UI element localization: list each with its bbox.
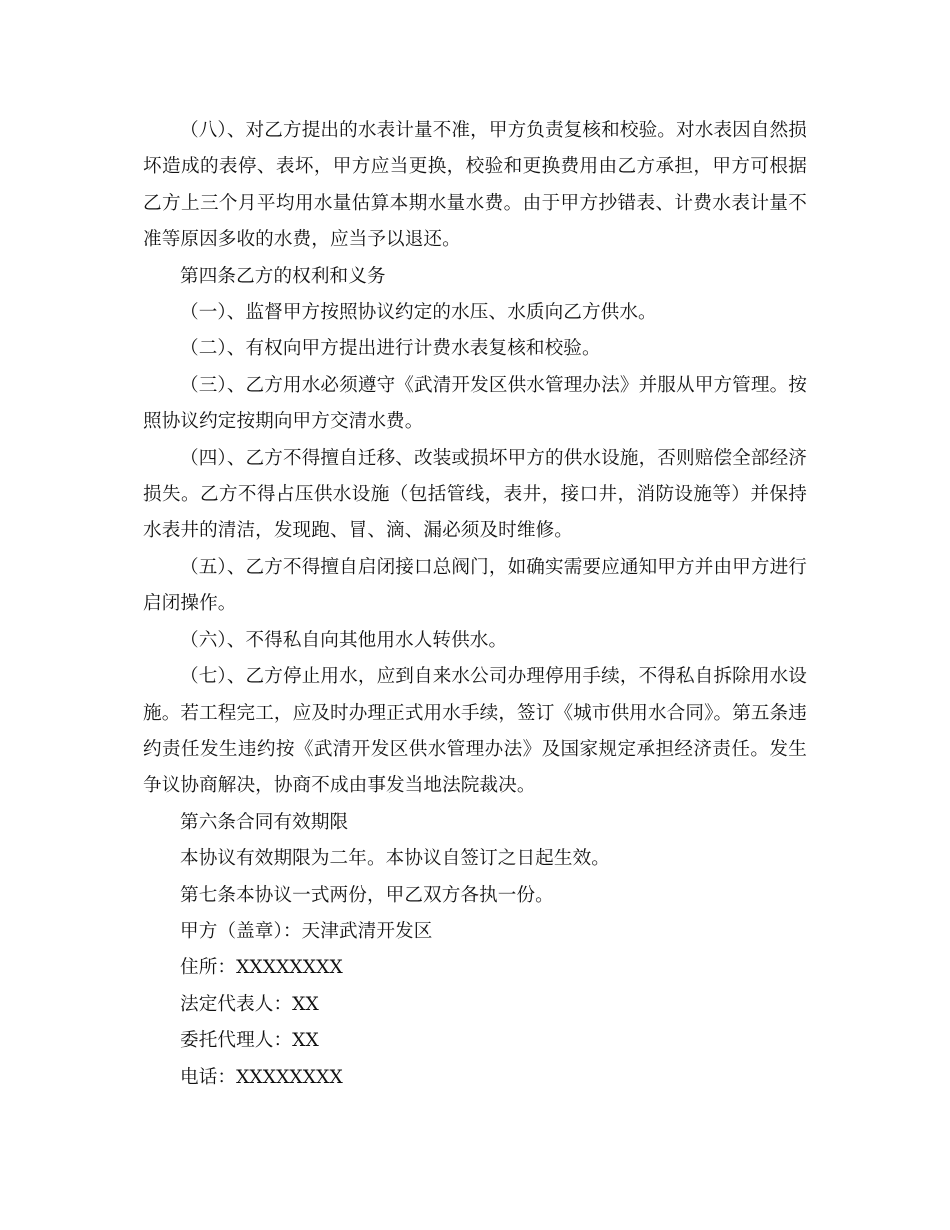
party-b-item-4: （四）、乙方不得擅自迁移、改装或损坏甲方的供水设施，否则赔偿全部经济损失。乙方不得占压供水设施（包括管线，表井，接口井，消防设施等）并保持水表井的清洁，发现跑、冒、滴、漏必须及时维修。 [143,447,807,542]
article-7-text: 第七条本协议一式两份，甲乙双方各执一份。 [180,884,554,906]
phone-line: 电话：XXXXXXXX [180,1066,343,1088]
party-b-item-5: （五）、乙方不得擅自启闭接口总阀门，如确实需要应通知甲方并由甲方进行启闭操作。 [143,556,807,615]
authorized-agent-line: 委托代理人：XX [180,1030,319,1052]
article-4-heading: 第四条乙方的权利和义务 [180,265,386,287]
address-line: 住所：XXXXXXXX [180,957,343,979]
party-b-item-6: （六）、不得私自向其他用水人转供水。 [180,629,508,651]
party-b-item-2: （二）、有权向甲方提出进行计费水表复核和校验。 [180,338,601,360]
party-b-item-3: （三）、乙方用水必须遵守《武清开发区供水管理办法》并服从甲方管理。按照协议约定按期向甲方交清水费。 [143,374,807,433]
validity-term: 本协议有效期限为二年。本协议自签订之日起生效。 [180,848,610,870]
party-b-item-7: （七）、乙方停止用水，应到自来水公司办理停用手续，不得私自拆除用水设施。若工程完工，应及时办理正式用水手续，签订《城市供用水合同》。第五条违约责任发生违约按《武清开发区供水管理办法》及国家规定承担经济责任。发生争议协商解决，协商不成由事发当地法院裁决。 [143,666,807,797]
party-b-item-1: （一）、监督甲方按照协议约定的水压、水质向乙方供水。 [180,302,657,324]
legal-representative-line: 法定代表人：XX [180,993,319,1015]
article-6-heading: 第六条合同有效期限 [180,811,349,833]
document-body [143,113,807,1096]
party-a-seal-line: 甲方（盖章）：天津武清开发区 [180,920,433,942]
clause-8-paragraph: （八）、对乙方提出的水表计量不准，甲方负责复核和校验。对水表因自然损坏造成的表停、表坏，甲方应当更换，校验和更换费用由乙方承担，甲方可根据乙方上三个月平均用水量估算本期水量水费。由于甲方抄错表、计费水表计量不准等原因多收的水费，应当予以退还。 [143,120,807,251]
